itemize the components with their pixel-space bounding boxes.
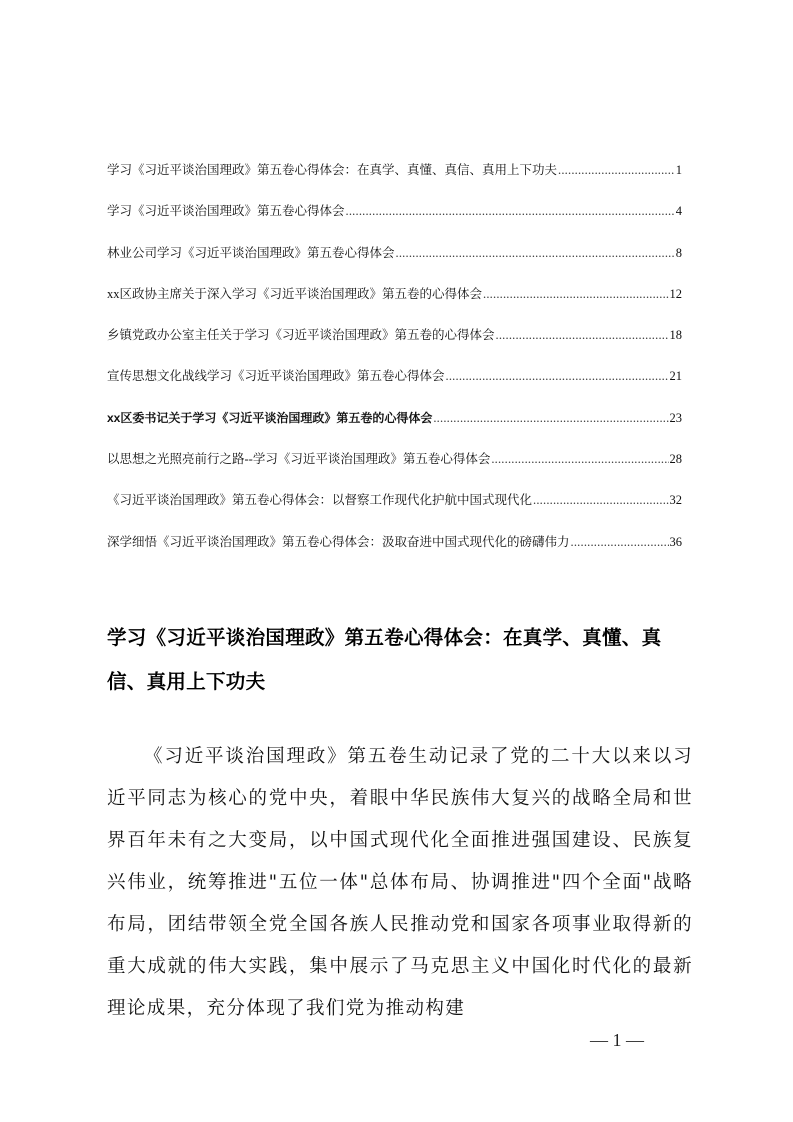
toc-entry[interactable] [107,408,682,428]
toc-entry-title: 乡镇党政办公室主任关于学习《习近平谈治国理政》第五卷的心得体会 [107,328,495,343]
toc-entry-page: 28 [669,452,682,467]
toc-dot-leader [558,160,675,180]
toc-entry-page: 32 [669,493,682,508]
toc-dot-leader [496,325,669,345]
article-paragraph: 《习近平谈治国理政》第五卷生动记录了党的二十大以来以习近平同志为核心的党中央，着眼中华民族伟大复兴的战略全局和世界百年未有之大变局，以中国式现代化全面推进强国建设、民族复兴伟业，统筹推进"五位一体"总体布局、协调推进"四个全面"战略布局，团结带领全党全国各族人民推动党和国家各项事业取得新的重大成就的伟大实践，集中展示了马克思主义中国化时代化的最新理论成果，充分体现了我们党为推动构建 [107,746,693,1019]
article-heading: 学习《习近平谈治国理政》第五卷心得体会：在真学、真懂、真信、真用上下功夫 [107,626,662,693]
toc-dot-leader [483,284,668,304]
toc-entry-title: xx区政协主席关于深入学习《习近平谈治国理政》第五卷的心得体会 [107,286,483,301]
toc-entry[interactable] [107,490,682,510]
toc-entry-page: 1 [675,163,682,177]
toc-dot-leader [446,366,669,386]
toc-entry[interactable] [107,449,682,469]
toc-entry[interactable] [107,284,682,304]
toc-dot-leader [571,532,669,552]
toc-entry-title: 《习近平谈治国理政》第五卷心得体会：以督察工作现代化护航中国式现代化 [107,493,533,508]
page-number: — 1 — [590,1030,644,1050]
table-of-contents [107,160,682,573]
toc-entry-title: 林业公司学习《习近平谈治国理政》第五卷心得体会 [107,245,395,260]
toc-entry-title: 以思想之光照亮前行之路--学习《习近平谈治国理政》第五卷心得体会 [107,452,491,467]
toc-entry-title: 学习《习近平谈治国理政》第五卷心得体会：在真学、真懂、真信、真用上下功夫 [107,163,558,177]
toc-entry[interactable] [107,325,682,345]
toc-entry-page: 4 [675,204,682,219]
toc-entry-title: 宣传思想文化战线学习《习近平谈治国理政》第五卷心得体会 [107,369,445,384]
toc-entry-page: 36 [669,534,682,549]
toc-entry-title: xx区委书记关于学习《习近平谈治国理政》第五卷的心得体会 [107,410,433,425]
toc-entry-page: 8 [675,245,682,260]
toc-entry[interactable] [107,243,682,263]
toc-entry[interactable] [107,532,682,552]
toc-entry-page: 23 [669,410,682,425]
toc-dot-leader [491,449,668,469]
toc-entry[interactable] [107,366,682,386]
toc-entry-title: 深学细悟《习近平谈治国理政》第五卷心得体会：汲取奋进中国式现代化的磅礴伟力 [107,534,570,549]
toc-dot-leader [346,201,675,221]
toc-entry-page: 21 [669,369,682,384]
toc-entry-page: 18 [669,328,682,343]
toc-entry-title: 学习《习近平谈治国理政》第五卷心得体会 [107,204,345,219]
toc-dot-leader [433,408,668,428]
toc-dot-leader [396,243,675,263]
toc-entry-page: 12 [669,286,682,301]
toc-entry[interactable] [107,160,682,180]
toc-entry[interactable] [107,201,682,221]
toc-dot-leader [533,490,668,510]
